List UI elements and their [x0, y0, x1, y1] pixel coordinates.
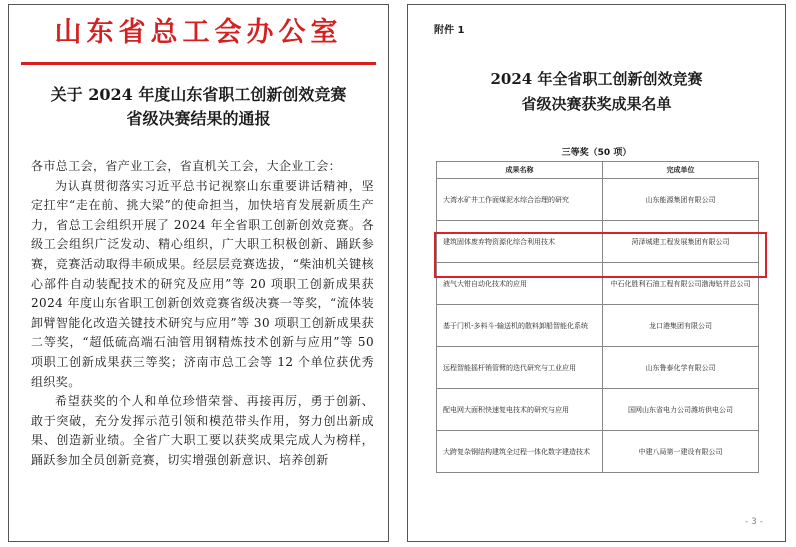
- table-row: [437, 179, 759, 221]
- table-row: [437, 431, 759, 473]
- achievement-name: 液气大钳自动化技术的应用: [437, 263, 603, 305]
- achievement-name: 大湾水矿井工作面煤泥水综合治理的研究: [437, 179, 603, 221]
- results-table: [436, 161, 759, 473]
- achievement-name: 基于门机-多料斗-输送机的散料卸船智能化系统: [437, 305, 603, 347]
- column-header-unit: 完成单位: [603, 162, 759, 179]
- completing-unit: 龙口港集团有限公司: [603, 305, 759, 347]
- issuer-header: 山东省总工会办公室: [54, 17, 343, 48]
- results-page: [407, 4, 786, 542]
- notice-page: [8, 4, 389, 542]
- notice-title: [9, 83, 388, 131]
- completing-unit: 菏泽城建工程发展集团有限公司: [603, 221, 759, 263]
- body-paragraph: 为认真贯彻落实习近平总书记视察山东重要讲话精神，坚定扛牢“走在前、挑大梁”的使命担当，加快培育发展新质生产力，省总工会组织开展了 2024 年全省职工创新创效竞赛。各级工会组织广泛发动、精心组织，广大职工积极创新、踊跃参赛，竞赛活动取得丰硕成果。经层层竞赛选拔，“柴油机关键核心部件自动装配技术的研究及应用”等 20 项职工创新成果获 2024 年度山东省职工创新创效竞赛省级决赛一等奖，“流体装卸臂智能化改造关键技术研究与应用”等 30 项职工创新成果获二等奖，“超低硫高端石油管用钢精炼技术创新与应用”等 50 项职工创新成果获三等奖；济南市总工会等 12 个单位获优秀组织奖。: [31, 178, 374, 389]
- completing-unit: 山东能源集团有限公司: [603, 179, 759, 221]
- completing-unit: 山东鲁泰化学有限公司: [603, 347, 759, 389]
- achievement-name: 大跨复杂钢结构建筑全过程一体化数字建造技术: [437, 431, 603, 473]
- prize-caption: 三等奖（50 项）: [561, 148, 632, 158]
- completing-unit: 中石化胜利石油工程有限公司渤海钻井总公司: [603, 263, 759, 305]
- achievement-name: 配电网大面积快速复电技术的研究与应用: [437, 389, 603, 431]
- body-paragraph: 希望获奖的个人和单位珍惜荣誉、再接再厉，勇于创新、敢于突破，充分发挥示范引领和模范带头作用，努力创出新成果、创造新业绩。全省广大职工要以获奖成果完成人为榜样，踊跃参加全员创新竞赛，切实增强创新意识、培养创新: [31, 394, 374, 467]
- salutation: 各市总工会，省产业工会，省直机关工会，大企业工会：: [31, 159, 342, 173]
- table-header-row: [437, 162, 759, 179]
- results-title-line: 省级决赛获奖成果名单: [521, 95, 672, 113]
- page-number: - 3 -: [745, 517, 763, 527]
- completing-unit: 中建八局第一建设有限公司: [603, 431, 759, 473]
- notice-title-line: 省级决赛结果的通报: [126, 109, 271, 128]
- results-title-line: 2024 年全省职工创新创效竞赛: [490, 70, 703, 88]
- results-title: [408, 67, 785, 117]
- attachment-label: 附件 1: [434, 25, 465, 36]
- notice-body: [31, 157, 374, 471]
- table-row: [437, 389, 759, 431]
- column-header-name: 成果名称: [437, 162, 603, 179]
- achievement-name: 建筑固体废弃物资源化综合利用技术: [437, 221, 603, 263]
- table-row: [437, 347, 759, 389]
- red-divider: [21, 62, 376, 65]
- completing-unit: 国网山东省电力公司潍坊供电公司: [603, 389, 759, 431]
- table-row: [437, 305, 759, 347]
- notice-title-line: 关于 2024 年度山东省职工创新创效竞赛: [50, 85, 347, 104]
- achievement-name: 远程智能摇杆销管臂的迭代研究与工业应用: [437, 347, 603, 389]
- highlight-box: [434, 232, 767, 278]
